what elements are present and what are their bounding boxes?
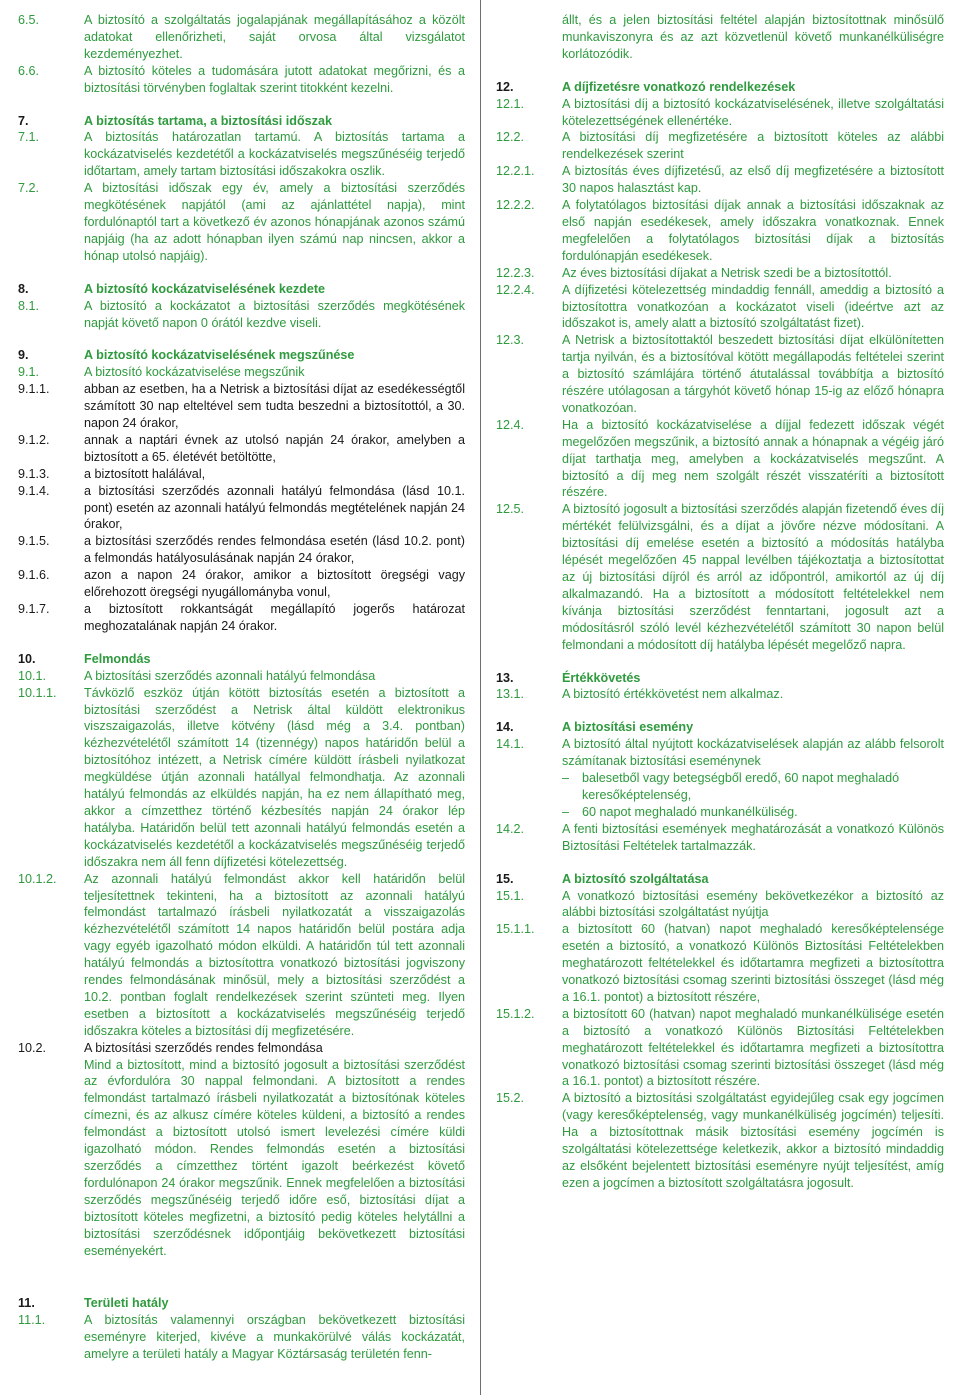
clause-number: 15.2. <box>496 1091 525 1106</box>
clause-number: 10.1.2. <box>18 871 57 886</box>
clause <box>18 1040 465 1057</box>
clause <box>18 63 465 97</box>
clause-number: 12.1. <box>496 96 525 111</box>
clause-text: A biztosítási szerződés rendes felmondása <box>84 1040 323 1055</box>
clause-text: a biztosított halálával, <box>84 466 206 481</box>
section-number: 11. <box>18 1296 35 1311</box>
clause <box>18 567 465 601</box>
clause-number: 15.1.2. <box>496 1006 535 1021</box>
dash-bullet: – <box>562 771 570 786</box>
clause <box>496 1006 944 1091</box>
clause <box>496 96 944 130</box>
section-number: 8. <box>18 281 29 296</box>
clause-text: A biztosítási szerződés azonnali hatályú felmondása <box>84 668 376 683</box>
clause <box>18 432 465 466</box>
clause-text: A biztosító a kockázatot a biztosítási szerződés megkötésének napját követő napon 0 órától kezdve viseli. <box>84 298 465 330</box>
clause-number: 9.1.7. <box>18 602 50 616</box>
clause-text: annak a naptári évnek az utolsó napján 24 órakor, amelyben a biztosított a 65. életévét betöltötte, <box>84 432 465 464</box>
clause-text: Ha a biztosító kockázatviselése a díjjal fedezett időszak végét megelőzően megszűnik, a biztosító annak a hónapnak a végéig járó díjat tarthatja meg, amelyben a kockázatviselés megszűnt. A biztosító a díj meg nem szolgált részét visszatéríti a biztosított részére. <box>562 417 944 500</box>
clause-text: A biztosítás éves díjfizetésű, az első díj megfizetésére a biztosított 30 napos halasztást kap. <box>562 164 944 196</box>
clause-number: 9.1.5. <box>18 534 50 549</box>
clause-number: 12.4. <box>496 417 525 432</box>
clause <box>18 483 465 534</box>
clause <box>496 921 944 1006</box>
clause-number: 8.1. <box>18 298 40 313</box>
section-heading <box>496 79 944 96</box>
section-heading <box>18 281 465 298</box>
clause-text: A díjfizetési kötelezettség mindaddig fennáll, ameddig a biztosító a biztosítottra vonatkozóan a kockázatot viseli (ideértve azt az időszakot is, amely alatt a biztosító szolgáltatást fizet). <box>562 282 944 331</box>
clause-text: A biztosító által nyújtott kockázatviselések alapján az alább felsorolt számítanak biztosítási eseménynek <box>562 737 944 769</box>
section-number: 9. <box>18 348 29 363</box>
clause-number: 6.5. <box>18 13 40 27</box>
section-heading <box>18 651 465 668</box>
clause-text: A biztosító köteles a tudomására jutott adatokat megőrizni, és a biztosítási törvényben foglaltak szerint titokként kezelni. <box>84 63 465 95</box>
clause <box>496 417 944 502</box>
clause <box>18 129 465 180</box>
clause-text: A biztosítási díj megfizetésére a biztosított köteles az alábbi rendelkezések szerint <box>562 130 944 162</box>
clause-text: Az azonnali hatályú felmondást akkor kell határidőn belül teljesítettnek tekinteni, ha a biztosított az azonnali hatályú felmondást tartalmazó írásbeli nyilatkozatát a visszaigazolás kézhezvételétől számított 14 napos határidőn belül postára adja vagy egyéb igazolható módon elküldi. A határidőn túl tett azonnali hatályú felmondás a biztosítottra vonatkozó biztosítási jogviszony rendes felmondásának minősül, mely a biztosítási szerződést a 10.2. pontban foglalt rendelkezések szerint szünteti meg. Ilyen esetben a biztosított a kockázatviselés megszűnéséig terjedő időszakra köteles a biztosítási díj megfizetésére. <box>84 871 465 1038</box>
clause <box>18 180 465 265</box>
clause <box>18 685 465 871</box>
clause-text: Távközlő eszköz útján kötött biztosítás esetén a biztosított a biztosítási szerződést a Netrisk által küldött elektronikus viszszaigazolás, illetve kötvény (lásd még a 3.4. pontban) kézhezvételétől számított 14 (tizennégy) napos határidőn belül a biztosítóhoz intézett, a Netrisk címére küldött írásbeli nyilatkozat megküldése útján azonnali hatállyal felmondhatja. Az azonnali hatályú felmondás az elküldés napján, ha ez nem állapítható meg, akkor a címzetthez történő kézbesítés napján 24 órakor lép hatályba. Határidőn belül tett azonnali hatályú felmondás esetén a kockázatviselés kezdetétől a kockázatviselés megszűnéséig terjedő időszakra nem áll fenn díjfizetési kötelezettség. <box>84 685 465 869</box>
clause-number: 9.1.4. <box>18 483 50 498</box>
section-heading <box>496 670 944 687</box>
section-title: A biztosító kockázatviselésének kezdete <box>84 281 326 296</box>
clause-text: A biztosítási időszak egy év, amely a biztosítási szerződés megkötésének napjától (ami az ajánlattétel napja), mint fordulónaptól tart a következő év azonos hónapjának azonos számú napjáig (ha az adott hónapban ilyen számú nap nincsen, akkor a hónap utolsó napjáig). <box>84 181 465 263</box>
clause-number: 9.1. <box>18 365 40 380</box>
section-title: A biztosító kockázatviselésének megszűnése <box>84 348 355 363</box>
section-title: Területi hatály <box>84 1296 169 1311</box>
clause-number: 12.2.4. <box>496 282 535 297</box>
clause <box>496 265 944 282</box>
section-number: 12. <box>496 79 514 94</box>
clause-text: a biztosítási szerződés rendes felmondása esetén (lásd 10.2. pont) a felmondás hatályosulásának napján 24 órakor, <box>84 534 465 566</box>
dash-list <box>496 770 944 821</box>
clause-number: 14.2. <box>496 821 525 836</box>
clause-number: 10.1. <box>18 668 47 683</box>
clause-number: 6.6. <box>18 63 40 78</box>
clause-text: A biztosító a biztosítási szolgáltatást egyidejűleg csak egy jogcímen (vagy keresőképtelenség, vagy munkanélküliség jogcímén) teljesíti. Ha a biztosítottnak másik biztosítási esemény jogcímén is szolgáltatási kötelezettsége keletkezik, akkor a biztosító mindaddig az elsőként bejelentett biztosítási eseményre nyújt teljesítést, amíg ezen a jogcímen a biztosított szolgáltatásra jogosult. <box>562 1091 944 1190</box>
clause-text: A biztosító jogosult a biztosítási szerződés alapján fizetendő éves díj mértékét felülvizsgálni, és a díjat a jövőre nézve módosítani. A biztosítási díj emelése esetén a biztosító a módosítás hatályba lépését megelőzően 45 nappal levélben tájékoztatja a biztosítottat az új biztosítási díjról és arról az időpontról, amikortól az új díj alkalmazandó. Ha a biztosított a módosított feltételekkel nem kívánja biztosítási szerződést fenntartani, jogosult azt a módosításról szóló levél kézhezvételétől számított 30 napon belül felmondani a módosított díj hatályba lépését megelőző napra. <box>562 502 944 652</box>
dash-bullet: – <box>562 804 570 819</box>
list-item-text: 60 napot meghaladó munkanélküliség. <box>582 804 798 819</box>
section-heading <box>18 347 465 364</box>
section-title: Felmondás <box>84 651 151 666</box>
clause <box>18 533 465 567</box>
left-column <box>18 12 465 1363</box>
clause-text: A vonatkozó biztosítási esemény bekövetkezékor a biztosító az alábbi biztosítási szolgáltatást nyújtja <box>562 888 944 920</box>
section-gap <box>18 1259 465 1279</box>
paragraph-text: állt, és a jelen biztosítási feltétel alapján biztosítottnak minősülő munkaviszonyra és az azt közvetlenül követő munkanélküliségre korlátozódik. <box>562 13 944 61</box>
clause-text: a biztosítási szerződés azonnali hatályú felmondása (lásd 10.1. pont) esetén az azonnali hatályú felmondás megtételének napján 24 órakor, <box>84 483 465 532</box>
clause-number: 9.1.2. <box>18 432 50 447</box>
clause-number: 7.1. <box>18 130 40 145</box>
section-title: Értékkövetés <box>562 670 641 685</box>
clause-number: 9.1.6. <box>18 568 50 583</box>
clause <box>496 501 944 653</box>
clause-number: 12.3. <box>496 333 525 348</box>
section-title: A biztosító szolgáltatása <box>562 871 709 886</box>
paragraph-text: Mind a biztosított, mind a biztosító jogosult a biztosítási szerződést az évfordulóra 30 nappal felmondani. A biztosított a rendes felmondást tartalmazó írásbeli nyilatkozatát a biztosítónak köteles címezni, és az alkusz címére köteles küldeni, a biztosító a rendes felmondást a biztosított utolsó ismert levelezési címére küldi igazolható módon. Rendes felmondás esetén a biztosítási szerződés a címzetthez történt igazolt beérkezést követő fordulónapon 24 órakor megszűnik. Ennek megfelelően a biztosítási szerződés megszűnéséig terjedő időre eső, biztosítási díjat a biztosított köteles megfizetni, a biztosító pedig köteles helytállni a biztosítási szerződésnek időpontjáig bekövetkezett biztosítási eseményekért. <box>84 1057 465 1258</box>
clause <box>496 686 944 703</box>
clause-text: A folytatólagos biztosítási díjak annak a biztosítási időszaknak az első napján esedékesek, amely időszakra vonatkoznak. Ennek megfelelően a folytatólagos biztosítási díjak a biztosítás fordulónapján esedékesek. <box>562 198 944 263</box>
clause-number: 9.1.3. <box>18 466 50 481</box>
clause-number: 13.1. <box>496 687 525 702</box>
clause <box>496 332 944 417</box>
section-heading <box>18 113 465 130</box>
clause-text: abban az esetben, ha a Netrisk a biztosítási díjat az esedékességtől számított 30 nap elteltével sem tudta beszedni a biztosítottól, a 30. napon 24 órakor, <box>84 382 465 431</box>
clause <box>496 1090 944 1191</box>
clause <box>18 298 465 332</box>
section-heading <box>18 1295 465 1312</box>
clause-number: 15.1.1. <box>496 922 535 937</box>
clause <box>18 12 465 63</box>
clause <box>496 163 944 197</box>
clause <box>18 601 465 635</box>
section-number: 7. <box>18 113 29 128</box>
clause-text: a biztosított rokkantságát megállapító jogerős határozat meghozatalának napján 24 órakor. <box>84 602 465 633</box>
clause-number: 12.2.2. <box>496 198 535 213</box>
clause-number: 12.2.1. <box>496 164 535 179</box>
clause-text: a biztosított 60 (hatvan) napot meghaladó keresőképtelensége esetén a biztosító, a vonatkozó Különös Biztosítási Feltételekben meghatározott feltételekkel és időtartamra megfizeti a biztosítottra vonatkozó biztosítási csomag szerinti biztosítási összeget (lásd még a 16.1. pontot) a biztosított részére, <box>562 922 944 1004</box>
clause-text: A biztosító a szolgáltatás jogalapjának megállapításához a közölt adatokat ellenőrizheti, saját orvosa által vizsgálatot kezdeményezhet. <box>84 13 465 61</box>
list-item <box>562 770 944 804</box>
clause-text: a biztosított 60 (hatvan) napot meghaladó munkanélkülisége esetén a biztosító a vonatkozó Különös Biztosítási Feltételekben meghatározott feltételekkel és időtartamra megfizeti a biztosítottra vonatkozó biztosítási csomag szerinti biztosítási összeget (lásd még a 16.1. pontot) a biztosított részére. <box>562 1006 944 1089</box>
list-item-text: balesetből vagy betegségből eredő, 60 napot meghaladó keresőképtelenség, <box>582 771 900 802</box>
clause-number: 10.2. <box>18 1040 47 1055</box>
clause-number: 12.5. <box>496 502 525 517</box>
clause-text: A Netrisk a biztosítottaktól beszedett biztosítási díjat elkülönítetten tartja nyilván, és a biztosítóval kötött megállapodás feltételei szerint a biztosító számlájára történő átutalással továbbítja a biztosító részére utólagosan a tárgyhót követő hónap 15-ig az előző hónapra vonatkozóan. <box>562 333 944 415</box>
clause-number: 14.1. <box>496 737 525 752</box>
clause-text: azon a napon 24 órakor, amikor a biztosított öregségi vagy előrehozott öregségi nyugállományba vonul, <box>84 568 465 600</box>
clause <box>18 381 465 432</box>
list-item <box>562 804 944 821</box>
column-divider <box>480 0 481 1395</box>
clause-number: 9.1.1. <box>18 382 50 397</box>
clause <box>496 736 944 770</box>
clause-number: 7.2. <box>18 181 40 196</box>
clause-text: A biztosító értékkövetést nem alkalmaz. <box>562 687 784 702</box>
clause <box>18 1312 465 1363</box>
section-title: A díjfizetésre vonatkozó rendelkezések <box>562 79 796 94</box>
clause <box>496 197 944 265</box>
section-number: 15. <box>496 871 514 886</box>
clause-text: A biztosítás határozatlan tartamú. A biztosítás tartama a kockázatviselés kezdetétől a kockázatviselés megszűnéséig terjedő időtartam, amely tartam biztosítási időszakokra oszlik. <box>84 130 465 179</box>
clause-number: 12.2.3. <box>496 265 535 280</box>
section-heading <box>496 719 944 736</box>
section-title: A biztosítás tartama, a biztosítási időszak <box>84 113 332 128</box>
section-number: 14. <box>496 720 514 735</box>
clause <box>496 821 944 855</box>
section-heading <box>496 871 944 888</box>
clause <box>18 466 465 483</box>
clause <box>18 668 465 685</box>
clause-number: 15.1. <box>496 888 525 903</box>
right-column <box>496 12 944 1192</box>
clause-text: Az éves biztosítási díjakat a Netrisk szedi be a biztosítottól. <box>562 265 892 280</box>
clause-number: 12.2. <box>496 130 525 145</box>
clause-number: 11.1. <box>18 1313 46 1328</box>
clause <box>496 282 944 333</box>
clause-text: A fenti biztosítási események meghatározását a vonatkozó Különös Biztosítási Feltételek tartalmazzák. <box>562 821 944 853</box>
clause-number: 10.1.1. <box>18 685 57 700</box>
clause-text: A biztosítási díj a biztosító kockázatviselésének, illetve szolgáltatási kötelezettségének ellenértéke. <box>562 96 944 128</box>
clause <box>496 888 944 922</box>
section-number: 13. <box>496 670 514 685</box>
clause-text: A biztosító kockázatviselése megszűnik <box>84 365 305 380</box>
clause <box>18 871 465 1040</box>
clause <box>18 364 465 381</box>
section-title: A biztosítási esemény <box>562 720 694 735</box>
clause <box>496 129 944 163</box>
clause-text: A biztosítás valamennyi országban bekövetkezett biztosítási eseményre kiterjed, kivéve a munkakörülvé válás kockázatát, amelyre a területi hatály a Magyar Köztársaság területén fenn- <box>84 1313 465 1362</box>
section-number: 10. <box>18 651 36 666</box>
